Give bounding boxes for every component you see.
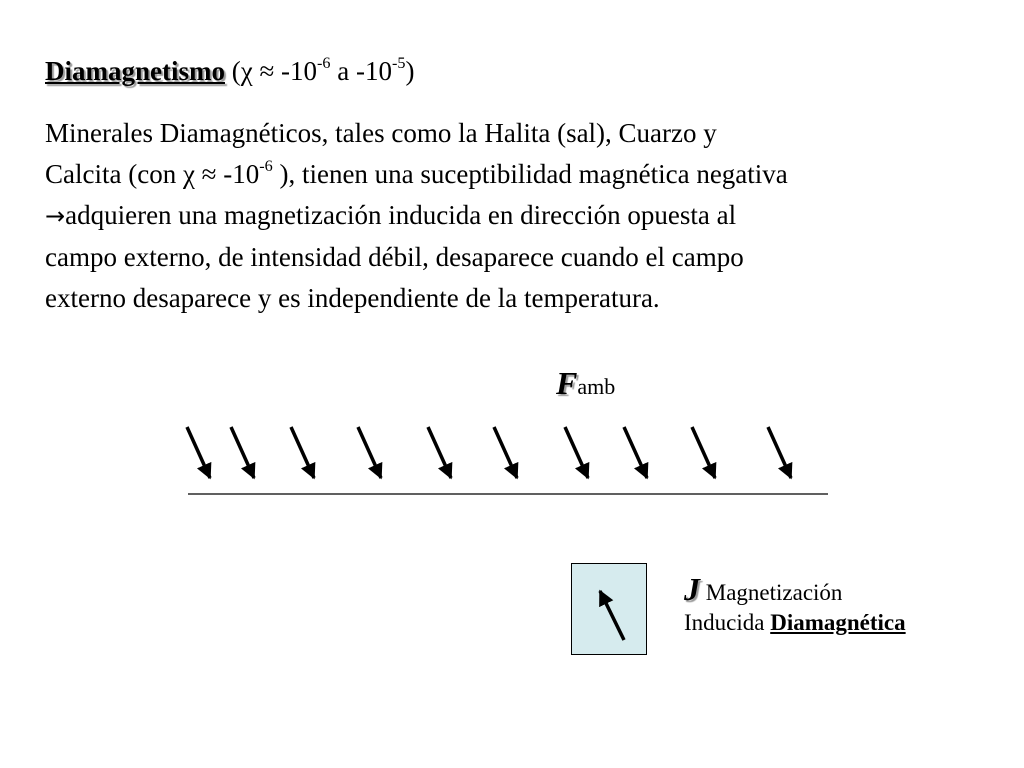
field-arrow [187,427,210,478]
magnetization-symbol: J [684,571,700,607]
field-symbol: F [556,365,578,401]
heading-range-mid: a -10 [330,56,392,86]
field-arrow [692,427,715,478]
field-arrow [565,427,588,478]
field-subscript: amb [577,374,616,399]
magnetization-arrow [600,591,624,640]
field-arrow [428,427,451,478]
field-arrow [358,427,381,478]
magnetization-label-line-2 [684,608,906,638]
paragraph-line-1: Minerales Diamagnéticos, tales como la Halita (sal), Cuarzo y [45,118,717,148]
paragraph-line-3-text: adquieren una magnetización inducida en dirección opuesta al [65,200,737,230]
heading-range-open: (χ ≈ -10 [224,56,318,86]
paragraph-exponent: -6 [259,156,273,175]
right-arrow-icon: → [45,202,66,230]
field-arrow [291,427,314,478]
magnetization-label [684,571,906,638]
heading-title: Diamagnetismo [45,56,225,86]
field-arrow [231,427,254,478]
heading-exponent-2: -5 [392,53,406,72]
field-arrow [494,427,517,478]
magnetization-arrow-svg [572,564,648,656]
heading-exponent-1: -6 [317,53,331,72]
magnetization-box [571,563,647,655]
heading-range-close: ) [405,56,415,86]
magnetization-label-text-1: Magnetización [700,580,843,605]
paragraph-line-2-post: ), tienen una suceptibilidad magnética negativa [272,159,788,189]
paragraph-line-5: externo desaparece y es independiente de la temperatura. [45,283,660,313]
magnetization-label-emphasis: Diamagnética [770,610,906,635]
field-arrows-group [187,427,791,478]
field-arrow [768,427,791,478]
magnetization-label-line-1 [684,571,906,608]
magnetization-label-text-2: Inducida [684,610,771,635]
paragraph-line-2-pre: Calcita (con χ ≈ -10 [45,159,260,189]
field-arrow [624,427,647,478]
paragraph-line-4: campo externo, de intensidad débil, desaparece cuando el campo [45,242,744,272]
